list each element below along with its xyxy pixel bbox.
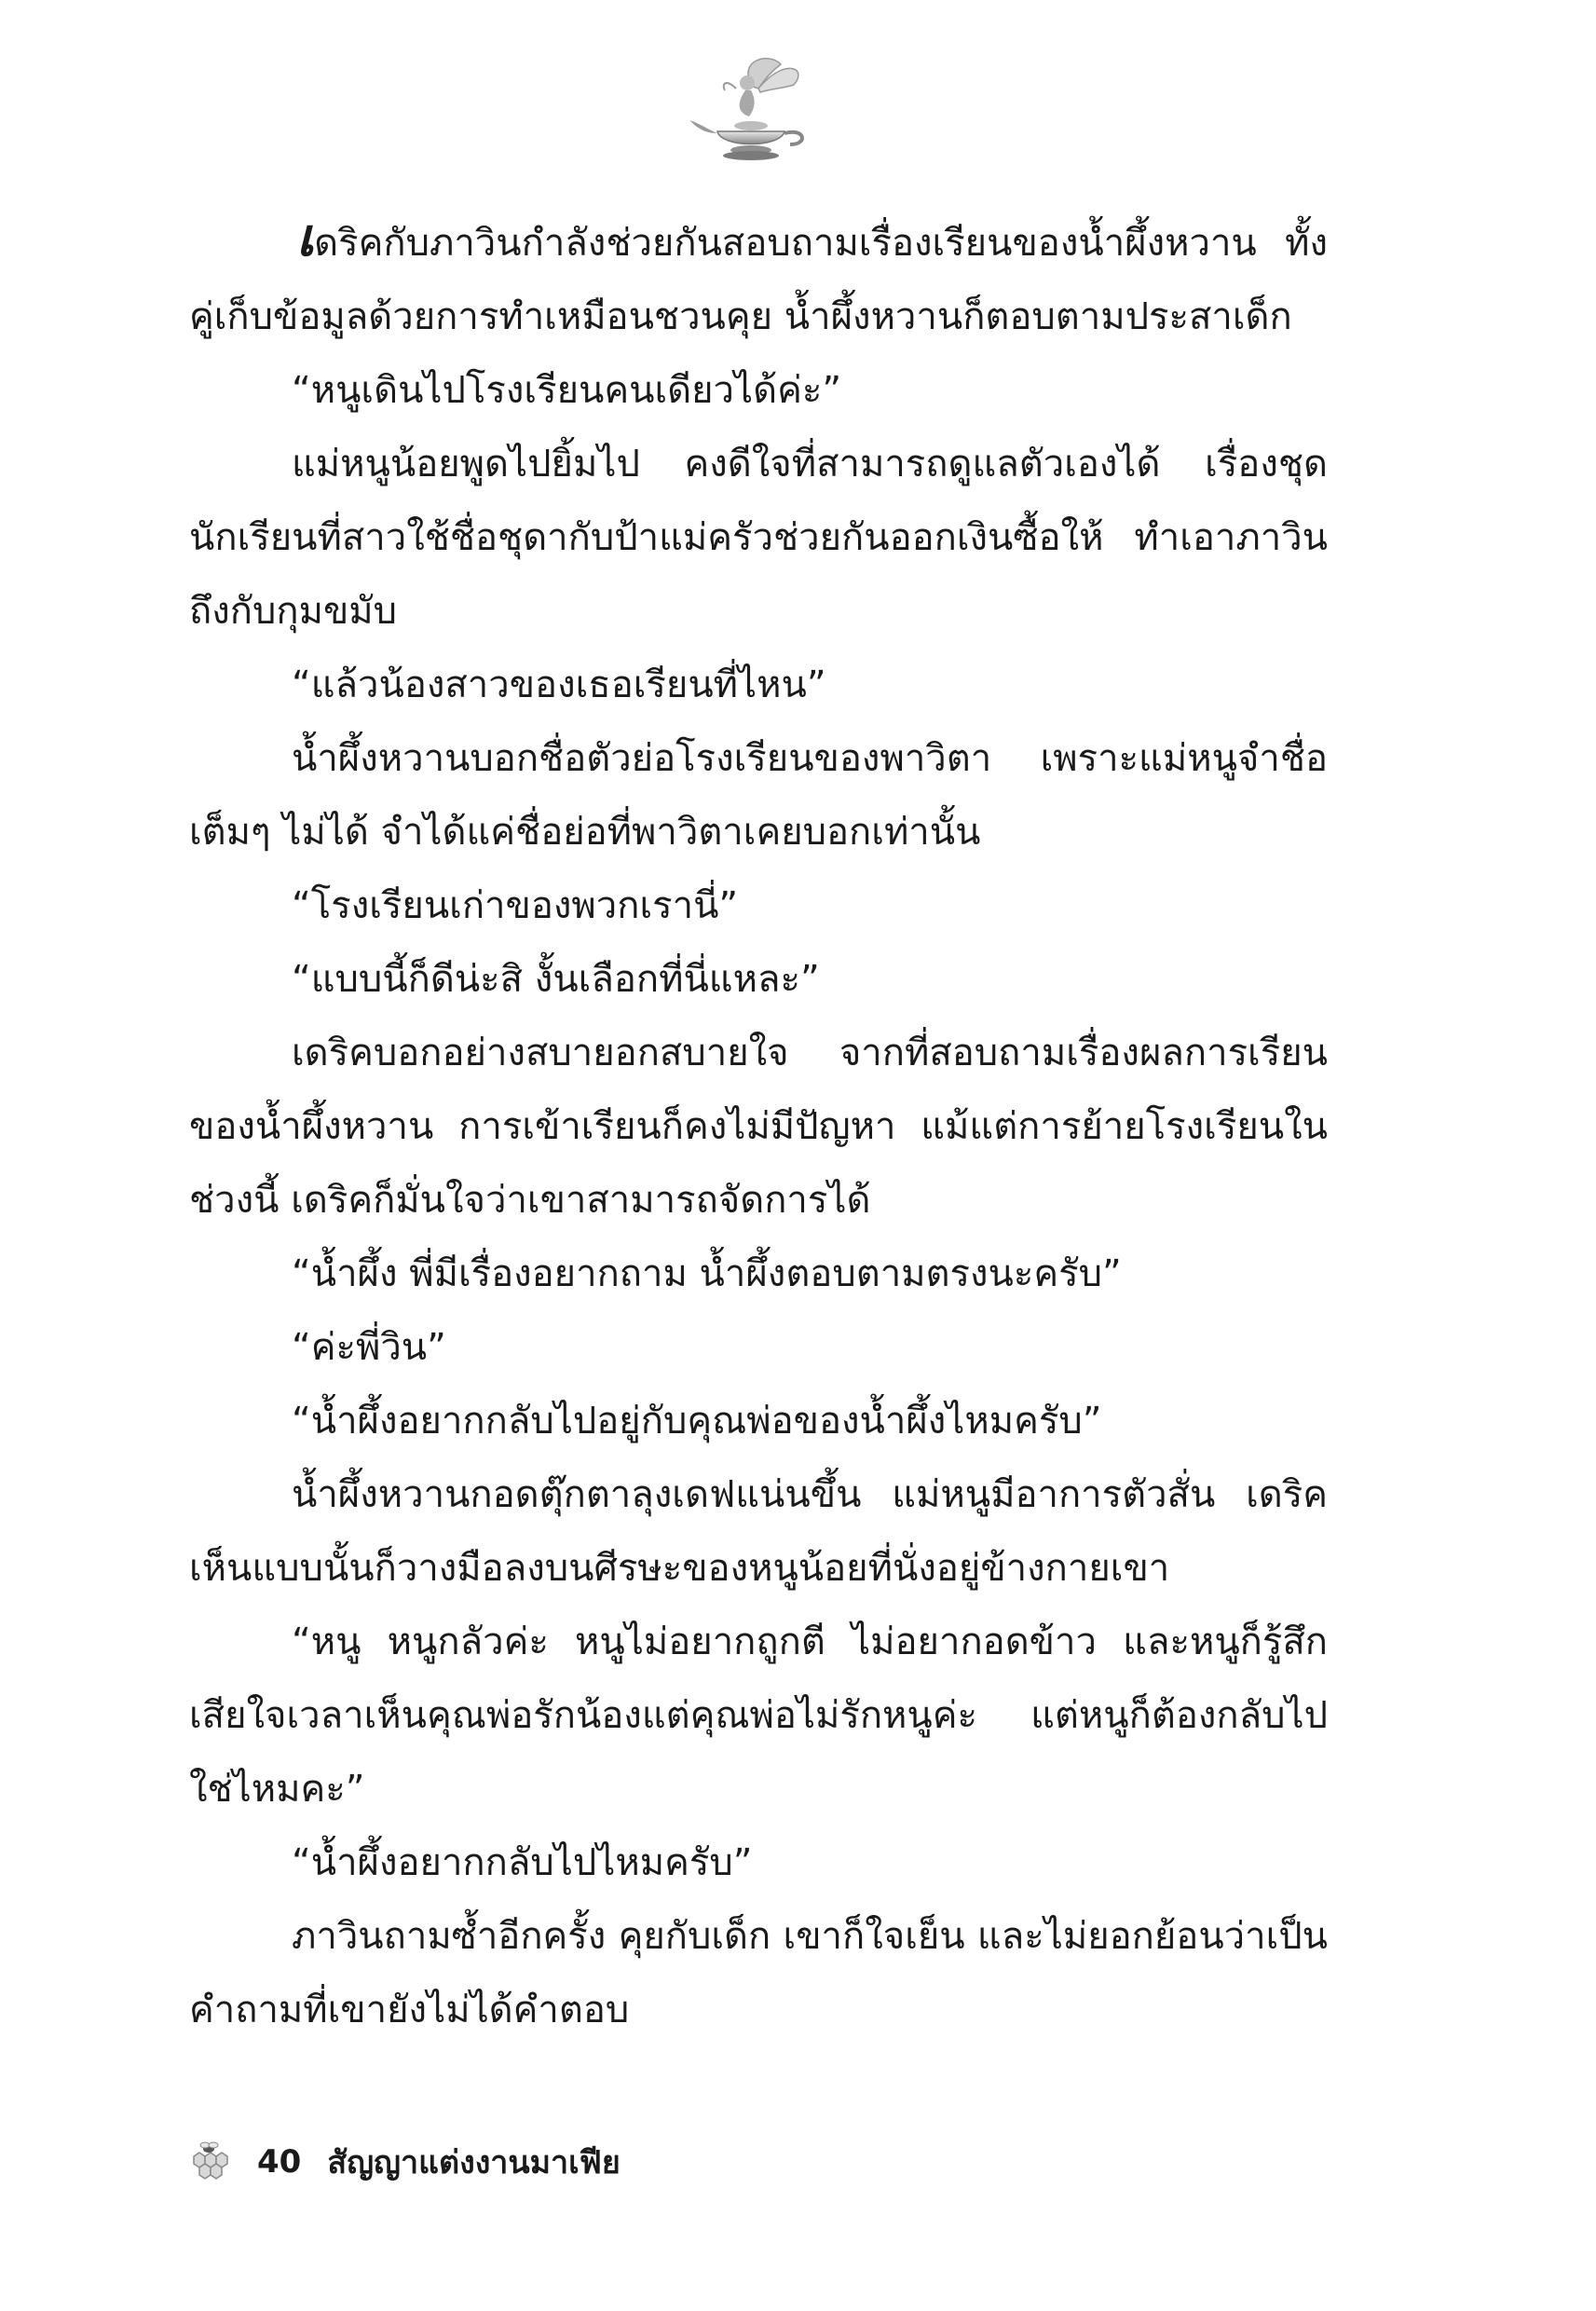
page-number: 40 — [257, 2143, 302, 2181]
paragraph: เดริคบอกอย่างสบายอกสบายใจ จากที่สอบถามเรื่องผลการเรียนของน้ำผึ้งหวาน การเข้าเรียนก็คงไม่มีปัญหา แม้แต่การย้ายโรงเรียนในช่วงนี้ เดริคก็มั่นใจว่าเขาสามารถจัดการได้ — [189, 1032, 1328, 1222]
paragraph: “น้ำผึ้ง พี่มีเรื่องอยากถาม น้ำผึ้งตอบตามตรงนะครับ” — [292, 1252, 1122, 1295]
paragraph: “น้ำผึ้งอยากกลับไปไหมครับ” — [292, 1841, 753, 1884]
paragraph: “แล้วน้องสาวของเธอเรียนที่ไหน” — [292, 663, 826, 706]
chapter-body — [189, 207, 1328, 2047]
paragraph: “โรงเรียนเก่าของพวกเรานี่” — [292, 884, 739, 927]
paragraph: “หนู หนูกลัวค่ะ หนูไม่อยากถูกตี ไม่อยากอดข้าว และหนูก็รู้สึกเสียใจเวลาเห็นคุณพ่อรักน้องแต่คุณพ่อไม่รักหนูค่ะ แต่หนูก็ต้องกลับไปใช่ไหมคะ” — [189, 1620, 1328, 1811]
paragraph: “แบบนี้ก็ดีน่ะสิ งั้นเลือกที่นี่แหละ” — [292, 958, 820, 1001]
bee-honeycomb-icon — [183, 2140, 235, 2184]
paragraph: “ค่ะพี่วิน” — [292, 1326, 446, 1369]
page-footer — [183, 2136, 621, 2188]
book-title: สัญญาแต่งงานมาเฟีย — [327, 2144, 621, 2181]
fairy-lamp-ornament-icon — [680, 51, 820, 163]
opening-paragraph-text: ดริคกับภาวินกำลังช่วยกันสอบถามเรื่องเรียนของน้ำผึ้งหวาน ทั้งคู่เก็บข้อมูลด้วยการทำเหมือนชวนคุย น้ำผึ้งหวานก็ตอบตามประสาเด็ก — [189, 222, 1328, 338]
paragraph: แม่หนูน้อยพูดไปยิ้มไป คงดีใจที่สามารถดูแลตัวเองได้ เรื่องชุดนักเรียนที่สาวใช้ชื่อชุดากับป้าแม่ครัวช่วยกันออกเงินซื้อให้ ทำเอาภาวินถึงกับกุมขมับ — [189, 443, 1328, 633]
drop-cap-letter: เ — [296, 207, 315, 268]
paragraph: น้ำผึ้งหวานกอดตุ๊กตาลุงเดฟแน่นขึ้น แม่หนูมีอาการตัวสั่น เดริคเห็นแบบนั้นก็วางมือลงบนศีรษะของหนูน้อยที่นั่งอยู่ข้างกายเขา — [189, 1473, 1328, 1590]
paragraph: น้ำผึ้งหวานบอกชื่อตัวย่อโรงเรียนของพาวิตา เพราะแม่หนูจำชื่อเต็มๆ ไม่ได้ จำได้แค่ชื่อย่อที่พาวิตาเคยบอกเท่านั้น — [189, 737, 1328, 854]
paragraph: ภาวินถามซ้ำอีกครั้ง คุยกับเด็ก เขาก็ใจเย็น และไม่ยอกย้อนว่าเป็นคำถามที่เขายังไม่ได้คำตอบ — [189, 1915, 1328, 2031]
paragraph: “หนูเดินไปโรงเรียนคนเดียวได้ค่ะ” — [292, 369, 842, 412]
opening-paragraph — [189, 207, 1328, 354]
paragraph: “น้ำผึ้งอยากกลับไปอยู่กับคุณพ่อของน้ำผึ้งไหมครับ” — [292, 1400, 1102, 1443]
